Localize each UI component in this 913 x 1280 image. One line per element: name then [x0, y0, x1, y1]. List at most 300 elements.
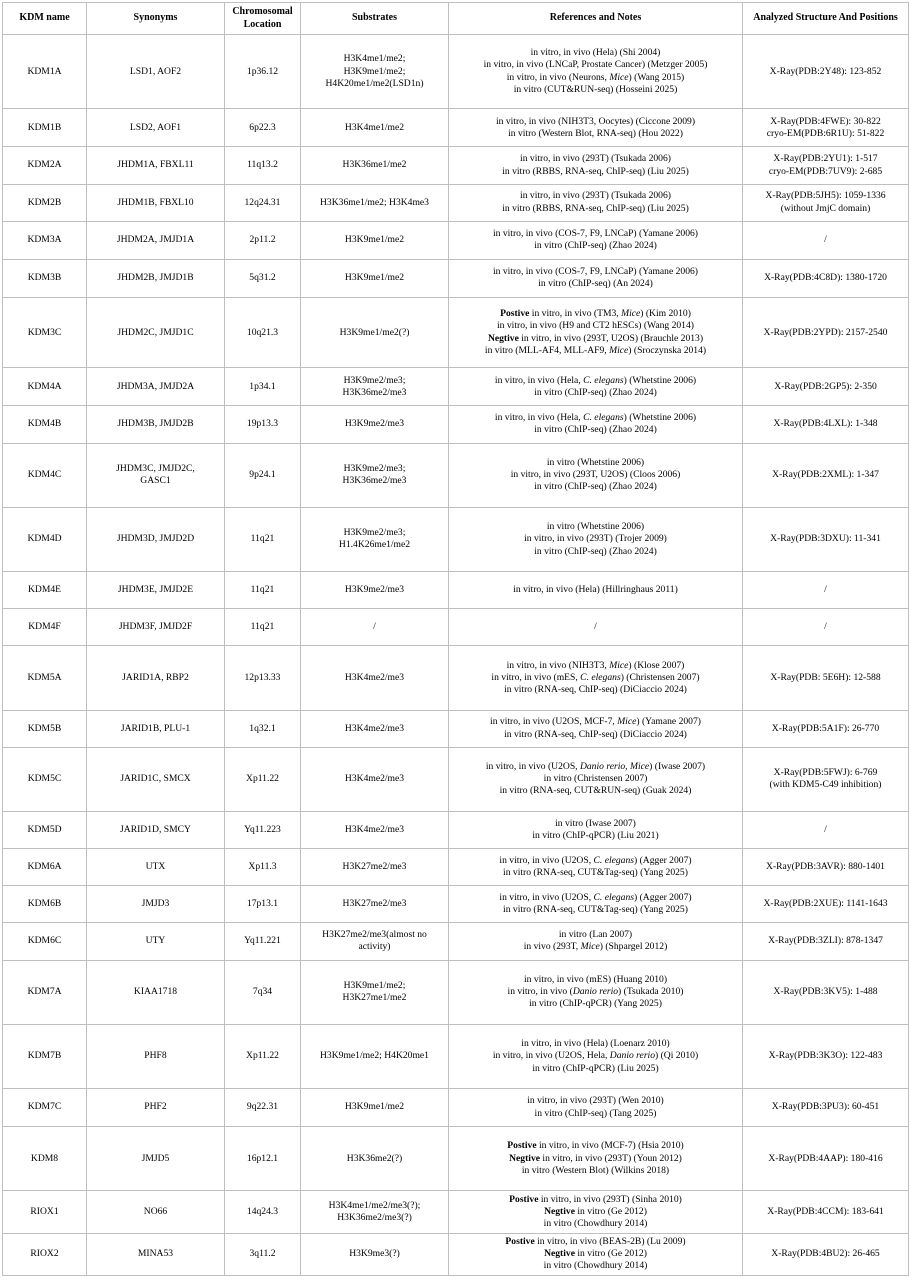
substrates-cell [301, 1191, 449, 1233]
table-row [3, 747, 909, 811]
reference-text: in vitro, in vivo (U2OS, MCF-7, [490, 716, 618, 728]
reference-text: ) (Iwase 2007) [649, 760, 706, 772]
structure-cell [743, 811, 909, 848]
structure-line: X-Ray(PDB:3AVR): 880-1401 [766, 861, 885, 873]
structure-line: X-Ray(PDB:4FWE): 30-822 [770, 115, 881, 127]
structure-line: X-Ray(PDB:4BU2): 26-465 [771, 1248, 880, 1260]
reference-text: in vitro, in vivo (Hela, [494, 412, 584, 424]
references-cell [449, 886, 743, 923]
table-row [3, 221, 909, 259]
synonyms-cell [87, 259, 225, 297]
reference-line [451, 424, 740, 436]
synonym-line: MINA53 [137, 1248, 174, 1260]
reference-text: in vitro, in vivo (Hela, [494, 374, 584, 386]
structure-line: X-Ray(PDB:3DXU): 11-341 [770, 533, 881, 545]
kdm-table [2, 2, 909, 1276]
references-cell [449, 1024, 743, 1088]
reference-line [451, 153, 740, 165]
substrate-line: H3K27me2/me3 [342, 898, 407, 910]
structure-cell [743, 710, 909, 747]
reference-line [451, 308, 740, 320]
synonym-line: JHDM2B, JMJD1B [117, 272, 194, 284]
synonyms-cell [87, 368, 225, 406]
kdm-name-cell: KDM1B [3, 109, 87, 147]
kdm-name-cell: KDM5B [3, 710, 87, 747]
reference-text: / [594, 621, 597, 633]
structure-cell [743, 221, 909, 259]
reference-text: in vitro, in vivo (TM3, [529, 308, 622, 320]
evidence-label: Postive [509, 1193, 539, 1205]
structure-line: X-Ray(PDB:5JH5): 1059-1336 [765, 190, 886, 202]
synonyms-cell [87, 184, 225, 221]
kdm-name-cell: KDM4A [3, 368, 87, 406]
synonym-line: PHF8 [144, 1050, 167, 1062]
chromosomal-location-cell: 7q34 [225, 960, 301, 1024]
reference-text: in vitro (Ge 2012) [574, 1205, 647, 1217]
reference-line [451, 266, 740, 278]
reference-line [451, 684, 740, 696]
reference-line [451, 128, 740, 140]
reference-line [451, 892, 740, 904]
reference-line [451, 1095, 740, 1107]
substrates-cell [301, 259, 449, 297]
kdm-name-cell: KDM4F [3, 609, 87, 646]
structure-cell [743, 1024, 909, 1088]
synonym-line: JMJD3 [141, 898, 170, 910]
reference-text: in vitro, in vivo (MCF-7) (Hsia 2010) [536, 1140, 684, 1152]
synonyms-cell [87, 35, 225, 109]
chromosomal-location-cell: 17p13.1 [225, 886, 301, 923]
synonyms-cell [87, 572, 225, 609]
substrate-line: H3K36me1/me2; H3K4me3 [320, 196, 429, 208]
structure-line: X-Ray(PDB:4CCM): 183-641 [767, 1205, 884, 1217]
references-cell [449, 849, 743, 886]
reference-line [451, 72, 740, 84]
evidence-label: Postive [500, 308, 530, 320]
reference-text: in vitro, in vivo (mES, [491, 671, 581, 683]
structure-cell [743, 507, 909, 571]
reference-line [451, 412, 740, 424]
reference-text: in vitro (ChIP-seq) (Zhao 2024) [534, 386, 657, 398]
reference-line [451, 1206, 740, 1218]
table-row [3, 147, 909, 184]
kdm-name-cell: KDM3C [3, 298, 87, 368]
organism-name: Mice [629, 760, 650, 772]
reference-line [451, 855, 740, 867]
reference-line [451, 47, 740, 59]
references-cell [449, 221, 743, 259]
reference-text: ) (Christensen 2007) [620, 671, 700, 683]
reference-text: in vitro, in vivo (BEAS-2B) (Lu 2009) [534, 1235, 686, 1247]
header-substrates: Substrates [301, 3, 449, 35]
structure-line: / [824, 584, 827, 595]
organism-name: Mice [609, 344, 629, 356]
organism-name: Danio rerio [579, 760, 626, 772]
structure-cell [743, 1089, 909, 1127]
substrates-cell [301, 960, 449, 1024]
substrates-cell [301, 572, 449, 609]
structure-line: X-Ray(PDB:3PU3): 60-451 [771, 1101, 880, 1113]
reference-line [451, 941, 740, 953]
chromosomal-location-cell: 14q24.3 [225, 1191, 301, 1233]
reference-text: in vitro, in vivo (NIH3T3, [506, 659, 610, 671]
reference-line [451, 59, 740, 71]
evidence-label: Negtive [509, 1152, 541, 1164]
substrates-cell [301, 1024, 449, 1088]
reference-text: in vitro, in vivo ( [507, 986, 573, 998]
chromosomal-location-cell: 12q24.31 [225, 184, 301, 221]
substrate-line: H4K20me1/me2(LSD1n) [325, 77, 424, 89]
synonym-line: JHDM3C, JMJD2C, [116, 462, 195, 474]
kdm-name-cell: KDM7B [3, 1024, 87, 1088]
synonym-line: JHDM3B, JMJD2B [117, 418, 194, 430]
reference-text: in vitro (RNA-seq, ChIP-seq) (DiCiaccio 2024) [504, 684, 687, 696]
references-cell [449, 443, 743, 507]
chromosomal-location-cell: 11q21 [225, 507, 301, 571]
substrates-cell [301, 109, 449, 147]
reference-text: in vitro (RBBS, RNA-seq, ChIP-seq) (Liu 2025) [502, 165, 689, 177]
synonym-line: KIAA1718 [133, 986, 178, 998]
substrate-line: H3K36me1/me2 [342, 159, 407, 171]
kdm-name-cell: KDM6A [3, 849, 87, 886]
substrate-line: H3K4me2/me3 [344, 671, 405, 683]
structure-line: X-Ray(PDB:4AAP): 180-416 [768, 1152, 883, 1164]
table-row [3, 109, 909, 147]
chromosomal-location-cell: Yq11.221 [225, 923, 301, 960]
references-cell [449, 1127, 743, 1191]
reference-text: in vitro (Ge 2012) [574, 1248, 647, 1260]
chromosomal-location-cell: Xp11.22 [225, 1024, 301, 1088]
synonyms-cell [87, 811, 225, 848]
kdm-name-cell: KDM3B [3, 259, 87, 297]
reference-line [451, 929, 740, 941]
chromosomal-location-cell: 19p13.3 [225, 406, 301, 443]
table-row [3, 443, 909, 507]
table-row [3, 609, 909, 646]
kdm-name-cell: KDM8 [3, 1127, 87, 1191]
reference-line [451, 773, 740, 785]
chromosomal-location-cell: 1q32.1 [225, 710, 301, 747]
reference-text: ) (Agger 2007) [634, 854, 692, 866]
reference-line [451, 867, 740, 879]
references-cell [449, 609, 743, 646]
reference-line [451, 203, 740, 215]
references-cell [449, 747, 743, 811]
structure-cell [743, 572, 909, 609]
table-row [3, 710, 909, 747]
reference-text: in vitro (Iwase 2007) [555, 817, 636, 829]
substrate-line: H3K4me2/me3 [344, 823, 405, 835]
reference-text: ) (Yamane 2007) [636, 716, 701, 728]
chromosomal-location-cell: 5q31.2 [225, 259, 301, 297]
reference-text: in vitro (ChIP-seq) (Zhao 2024) [534, 424, 657, 436]
substrates-cell [301, 710, 449, 747]
table-row [3, 35, 909, 109]
reference-text: ) (Agger 2007) [634, 892, 692, 904]
kdm-name-cell: RIOX1 [3, 1191, 87, 1233]
kdm-name-cell: KDM6B [3, 886, 87, 923]
reference-text: in vitro (ChIP-qPCR) (Liu 2025) [532, 1062, 659, 1074]
substrates-cell [301, 298, 449, 368]
synonym-line: JHDM1A, FBXL11 [117, 159, 194, 171]
synonym-line: JHDM2A, JMJD1A [116, 234, 195, 246]
chromosomal-location-cell: 1p34.1 [225, 368, 301, 406]
reference-text: in vitro (MLL-AF4, MLL-AF9, [484, 344, 610, 356]
reference-text: in vitro (Chowdhury 2014) [543, 1260, 648, 1272]
reference-line [451, 1063, 740, 1075]
kdm-name-cell: KDM4B [3, 406, 87, 443]
substrate-line: H3K9me2/me3 [344, 418, 405, 430]
structure-line: X-Ray(PDB:3K3O): 122-483 [768, 1050, 883, 1062]
reference-line [451, 333, 740, 345]
table-row [3, 960, 909, 1024]
references-cell [449, 1233, 743, 1275]
synonym-line: JMJD5 [141, 1152, 170, 1164]
synonyms-cell [87, 960, 225, 1024]
reference-line [451, 546, 740, 558]
substrate-line: H3K4me2/me3 [344, 773, 405, 785]
structure-line: (without JmjC domain) [780, 202, 871, 214]
synonym-line: JARID1A, RBP2 [122, 671, 189, 683]
kdm-name-cell: KDM2A [3, 147, 87, 184]
structure-line: X-Ray(PDB:4LXL): 1-348 [773, 418, 878, 430]
reference-line [451, 345, 740, 357]
substrate-line: H3K9me2/me3; [343, 527, 406, 539]
reference-text: , [625, 760, 630, 772]
structure-cell [743, 1191, 909, 1233]
references-cell [449, 507, 743, 571]
substrates-cell [301, 1089, 449, 1127]
reference-text: in vitro, in vivo (Hela) (Shi 2004) [530, 47, 661, 59]
organism-name: C. elegans [583, 374, 624, 386]
substrates-cell [301, 886, 449, 923]
reference-text: in vitro, in vivo (U2OS, [485, 760, 580, 772]
reference-line [451, 320, 740, 332]
reference-line [451, 761, 740, 773]
synonyms-cell [87, 507, 225, 571]
substrates-cell [301, 35, 449, 109]
reference-text: in vitro (RNA-seq, CUT&RUN-seq) (Guak 2024) [499, 785, 692, 797]
reference-text: in vitro, in vivo (293T, U2OS) (Cloos 2006) [510, 469, 681, 481]
structure-cell [743, 747, 909, 811]
synonyms-cell [87, 147, 225, 184]
substrate-line: H3K36me2/me3 [342, 475, 407, 487]
substrate-line: H3K27me2/me3 [342, 861, 407, 873]
structure-cell [743, 849, 909, 886]
references-cell [449, 109, 743, 147]
table-row [3, 1233, 909, 1275]
substrate-line: H3K9me3(?) [349, 1248, 400, 1260]
substrate-line: H3K4me2/me3 [344, 722, 405, 734]
reference-text: in vitro, in vivo (293T) (Sinha 2010) [538, 1193, 682, 1205]
substrate-line: H3K4me1/me2 [344, 121, 405, 133]
reference-line [451, 672, 740, 684]
substrates-cell [301, 443, 449, 507]
reference-line [451, 240, 740, 252]
structure-cell [743, 368, 909, 406]
organism-name: C. elegans [580, 671, 621, 683]
substrates-cell [301, 646, 449, 710]
reference-text: in vivo (293T, [523, 941, 581, 953]
chromosomal-location-cell: 6p22.3 [225, 109, 301, 147]
references-cell [449, 646, 743, 710]
substrates-cell [301, 368, 449, 406]
organism-name: C. elegans [583, 412, 624, 424]
reference-line [451, 278, 740, 290]
reference-line [451, 84, 740, 96]
references-cell [449, 259, 743, 297]
structure-cell [743, 923, 909, 960]
synonym-line: JHDM3D, JMJD2D [116, 533, 195, 545]
reference-text: in vitro (Western Blot) (Wilkins 2018) [521, 1164, 670, 1176]
reference-text: in vitro (RNA-seq, CUT&Tag-seq) (Yang 2025) [503, 867, 688, 879]
table-row [3, 406, 909, 443]
kdm-name-cell: KDM7C [3, 1089, 87, 1127]
structure-line: / [824, 234, 827, 246]
structure-line: X-Ray(PDB:2GP5): 2-350 [774, 380, 877, 392]
synonym-line: JARID1C, SMCX [120, 773, 191, 785]
substrate-line: H3K9me1/me2 [344, 272, 405, 284]
synonym-line: JHDM1B, FBXL10 [117, 196, 194, 208]
reference-line [451, 387, 740, 399]
substrate-line: H3K9me2/me3; [343, 374, 406, 386]
substrate-line: H3K27me1/me2 [342, 992, 407, 1004]
reference-line [451, 375, 740, 387]
structure-line: X-Ray(PDB:5FWJ): 6-769 [773, 767, 878, 779]
synonym-line: NO66 [143, 1205, 168, 1217]
kdm-name-cell: KDM7A [3, 960, 87, 1024]
substrates-cell [301, 147, 449, 184]
organism-name: Mice [609, 71, 629, 83]
structure-cell [743, 886, 909, 923]
substrate-line: / [373, 621, 376, 633]
reference-text: in vitro (RNA-seq, CUT&Tag-seq) (Yang 2025) [503, 904, 688, 916]
evidence-label: Negtive [544, 1248, 575, 1260]
reference-text: in vitro (ChIP-seq) (Tang 2025) [534, 1107, 657, 1119]
chromosomal-location-cell: 2p11.2 [225, 221, 301, 259]
substrates-cell [301, 811, 449, 848]
chromosomal-location-cell: 9q22.31 [225, 1089, 301, 1127]
chromosomal-location-cell: 16p12.1 [225, 1127, 301, 1191]
table-row [3, 1024, 909, 1088]
structure-cell [743, 184, 909, 221]
table-row [3, 811, 909, 848]
kdm-name-cell: KDM4D [3, 507, 87, 571]
references-cell [449, 184, 743, 221]
references-cell [449, 710, 743, 747]
reference-line [451, 1050, 740, 1062]
reference-text: in vitro (Chowdhury 2014) [543, 1218, 648, 1230]
structure-cell [743, 1127, 909, 1191]
evidence-label: Negtive [544, 1205, 575, 1217]
reference-text: in vitro, in vivo (293T) (Wen 2010) [527, 1095, 664, 1107]
reference-line [451, 621, 740, 633]
structure-line: / [824, 823, 827, 835]
table-row [3, 646, 909, 710]
synonym-line: LSD2, AOF1 [129, 121, 182, 133]
references-cell [449, 923, 743, 960]
reference-text: ) (Tsukada 2010) [618, 986, 684, 998]
structure-line: / [824, 621, 827, 633]
reference-text: in vitro, in vivo (LNCaP, Prostate Cancer) (Metzger 2005) [483, 59, 708, 71]
synonyms-cell [87, 1089, 225, 1127]
kdm-name-cell: KDM5A [3, 646, 87, 710]
synonyms-cell [87, 443, 225, 507]
reference-text: in vitro (ChIP-qPCR) (Yang 2025) [529, 998, 662, 1010]
reference-line [451, 904, 740, 916]
reference-line [451, 190, 740, 202]
references-cell [449, 35, 743, 109]
structure-cell [743, 35, 909, 109]
reference-text: in vitro (Christensen 2007) [543, 773, 648, 785]
kdm-name-cell: KDM5D [3, 811, 87, 848]
reference-text: in vitro (Western Blot, RNA-seq) (Hou 2022) [508, 127, 683, 139]
reference-line [451, 1140, 740, 1152]
organism-name: Danio rerio [609, 1050, 656, 1062]
reference-line [451, 660, 740, 672]
reference-text: in vitro, in vivo (Neurons, [506, 71, 610, 83]
reference-text: in vitro (Whetstine 2006) [546, 456, 645, 468]
reference-line [451, 785, 740, 797]
synonyms-cell [87, 109, 225, 147]
kdm-name-cell: KDM2B [3, 184, 87, 221]
structure-line: cryo-EM(PDB:6R1U): 51-822 [766, 127, 885, 139]
organism-name: Mice [621, 308, 641, 320]
reference-line [451, 729, 740, 741]
header-analyzed-structure: Analyzed Structure And Positions [743, 3, 909, 35]
reference-line [451, 116, 740, 128]
substrates-cell [301, 507, 449, 571]
reference-text: in vitro, in vivo (U2OS, [499, 892, 594, 904]
synonym-line: JHDM2C, JMJD1C [117, 326, 194, 338]
synonym-line: JHDM3A, JMJD2A [116, 380, 195, 392]
substrate-line: H3K36me2/me3(?) [337, 1212, 412, 1224]
table-row [3, 886, 909, 923]
organism-name: Mice [580, 941, 600, 953]
chromosomal-location-cell: 3q11.2 [225, 1233, 301, 1275]
reference-text: ) (Klose 2007) [628, 659, 685, 671]
synonyms-cell [87, 298, 225, 368]
table-row [3, 1191, 909, 1233]
table-body [3, 35, 909, 1276]
structure-cell [743, 1233, 909, 1275]
table-row [3, 507, 909, 571]
substrates-cell [301, 1233, 449, 1275]
substrate-line: H3K9me1/me2(?) [339, 326, 410, 338]
reference-line [451, 166, 740, 178]
table-row [3, 572, 909, 609]
substrate-line: H3K36me2/me3 [342, 386, 407, 398]
substrates-cell [301, 849, 449, 886]
reference-line [451, 521, 740, 533]
structure-cell [743, 298, 909, 368]
structure-line: (with KDM5-C49 inhibition) [769, 779, 882, 791]
reference-text: in vitro (RBBS, RNA-seq, ChIP-seq) (Liu 2025) [502, 202, 689, 214]
table-row [3, 1089, 909, 1127]
reference-line [451, 584, 740, 596]
reference-text: in vitro (Lan 2007) [558, 929, 633, 941]
reference-line [451, 533, 740, 545]
chromosomal-location-cell: 1p36.12 [225, 35, 301, 109]
substrates-cell [301, 1127, 449, 1191]
structure-line: X-Ray(PDB:5A1F): 26-770 [771, 722, 880, 734]
table-row [3, 849, 909, 886]
synonyms-cell [87, 1127, 225, 1191]
synonym-line: PHF2 [144, 1101, 167, 1113]
reference-text: ) (Qi 2010) [655, 1050, 699, 1062]
references-cell [449, 572, 743, 609]
reference-line [451, 1108, 740, 1120]
